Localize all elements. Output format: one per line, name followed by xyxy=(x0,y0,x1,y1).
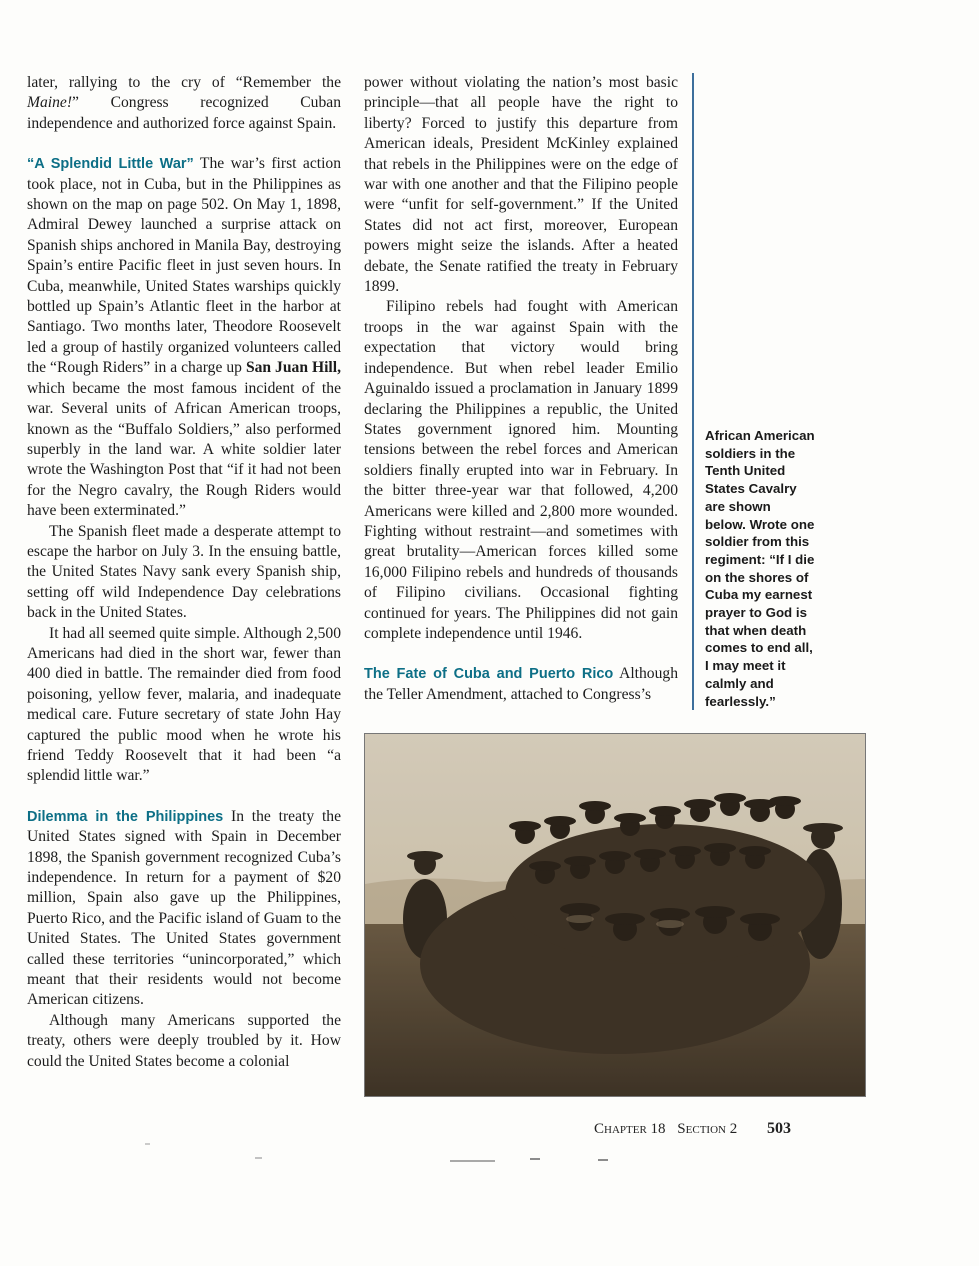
chapter-label: Chapter 18 xyxy=(594,1121,666,1137)
paragraph xyxy=(27,154,341,521)
paragraph: power without violating the nation’s most basic principle—that all people have the right to liberty? Forced to justify this departure from American ideals, President McKinley explained that rebels in the Philippines were on the edge of war with one another and that the Filipino people were “unfit for self-government.” If the United States did not act first, moreover, European powers might seize the islands. After a heated debate, the Senate ratified the treaty in February 1899. xyxy=(364,74,678,296)
paragraph: The Spanish fleet made a desperate attempt to escape the harbor on July 3. In the ensuing battle, the United States Navy sank every Spanish ship, setting off wild Independence Day celebrations back in the United States. xyxy=(27,522,341,622)
section-heading-splendid-little-war: “A Splendid Little War” xyxy=(27,156,194,173)
paragraph xyxy=(27,807,341,1011)
paragraph-text: later, rallying to the cry of “Remember the xyxy=(27,74,341,91)
left-text-column xyxy=(27,73,341,1072)
paragraph: It had all seemed quite simple. Although 2,500 Americans had died in the short war, fewer than 400 died in battle. The remainder died from food poisoning, yellow fever, malaria, and inadequate medical care. Future secretary of state John Hay captured the public mood when he wrote his friend Teddy Roosevelt that it had been “a splendid little war.” xyxy=(27,624,341,785)
section-heading-fate-cuba-puerto-rico: The Fate of Cuba and Puerto Rico xyxy=(364,666,614,683)
page-footer xyxy=(594,1120,791,1138)
paragraph xyxy=(27,73,341,134)
bold-term: San Juan Hill, xyxy=(245,359,341,377)
paragraph-text: Although the Teller Amendment, attached to Congress’s xyxy=(364,665,678,703)
paragraph-text: ” Congress recognized Cuban independence and authorized force against Spain. xyxy=(27,94,341,132)
page-number: 503 xyxy=(766,1120,791,1137)
section-label: Section 2 xyxy=(677,1121,738,1137)
sidebar-divider xyxy=(692,73,694,710)
photo-caption: African American soldiers in the Tenth United States Cavalry are shown below. Wrote one soldier from this regiment: “If I die on the shores of Cuba my earnest prayer to God is that when death comes to end all, I may meet it calmly and fearlessly.” xyxy=(705,428,815,709)
scan-marks-icon xyxy=(0,1140,979,1170)
paragraph xyxy=(364,664,678,705)
paragraph: Although many Americans supported the treaty, others were deeply troubled by it. How could the United States become a colonial xyxy=(27,1011,341,1070)
section-heading-dilemma-philippines: Dilemma in the Philippines xyxy=(27,808,224,825)
soldiers-group-photo-icon xyxy=(365,734,865,1096)
paragraph-text: In the treaty the United States signed with Spain in December 1898, the Spanish government recognized Cuba’s independence. In return for a payment of $20 million, Spain also gave up the Philippines, Puerto Rico, and the Pacific island of Guam to the United States. The United States government called these territories “unincorporated,” which meant that their residents would not become American citizens. xyxy=(27,807,341,1009)
paragraph: Filipino rebels had fought with American troops in the war against Spain with the expectation that victory would bring independence. But when rebel leader Emilio Aguinaldo issued a proclamation in January 1899 declaring the Philippines a republic, the United States government ignored him. Mounting tensions between the rebel forces and American soldiers finally erupted into war in February. In the bitter three-year war that followed, 4,200 Americans were killed and 2,800 more wounded. Fighting without restraint—and sometimes with great brutality—American forces killed some 16,000 Filipino rebels and hundreds of thousands of Filipino civilians. Occasional fighting continued for years. The Philippines did not gain complete independence until 1946. xyxy=(364,298,678,642)
middle-text-column xyxy=(364,73,678,705)
italic-text: Maine! xyxy=(27,94,73,112)
paragraph-text: The war’s first action took place, not in Cuba, but in the Philippines as shown on the map on page 502. On May 1, 1898, Admiral Dewey launched a surprise attack on Spanish ships anchored in Manila Bay, destroying Spain’s entire Pacific fleet in just seven hours. In Cuba, meanwhile, United States warships quickly bottled up Spain’s Atlantic fleet in the harbor at Santiago. Two months later, Theodore Roosevelt led a group of hastily organized volunteers called the “Rough Riders” in a charge up xyxy=(27,155,341,377)
paragraph-text: which became the most famous incident of the war. Several units of African American troops, known as the “Buffalo Soldiers,” also performed superbly in the land war. A white soldier later wrote the Washington Post that “if it had not been for the Negro cavalry, the Rough Riders would have been exterminated.” xyxy=(27,379,341,520)
buffalo-soldiers-photo xyxy=(364,733,866,1097)
